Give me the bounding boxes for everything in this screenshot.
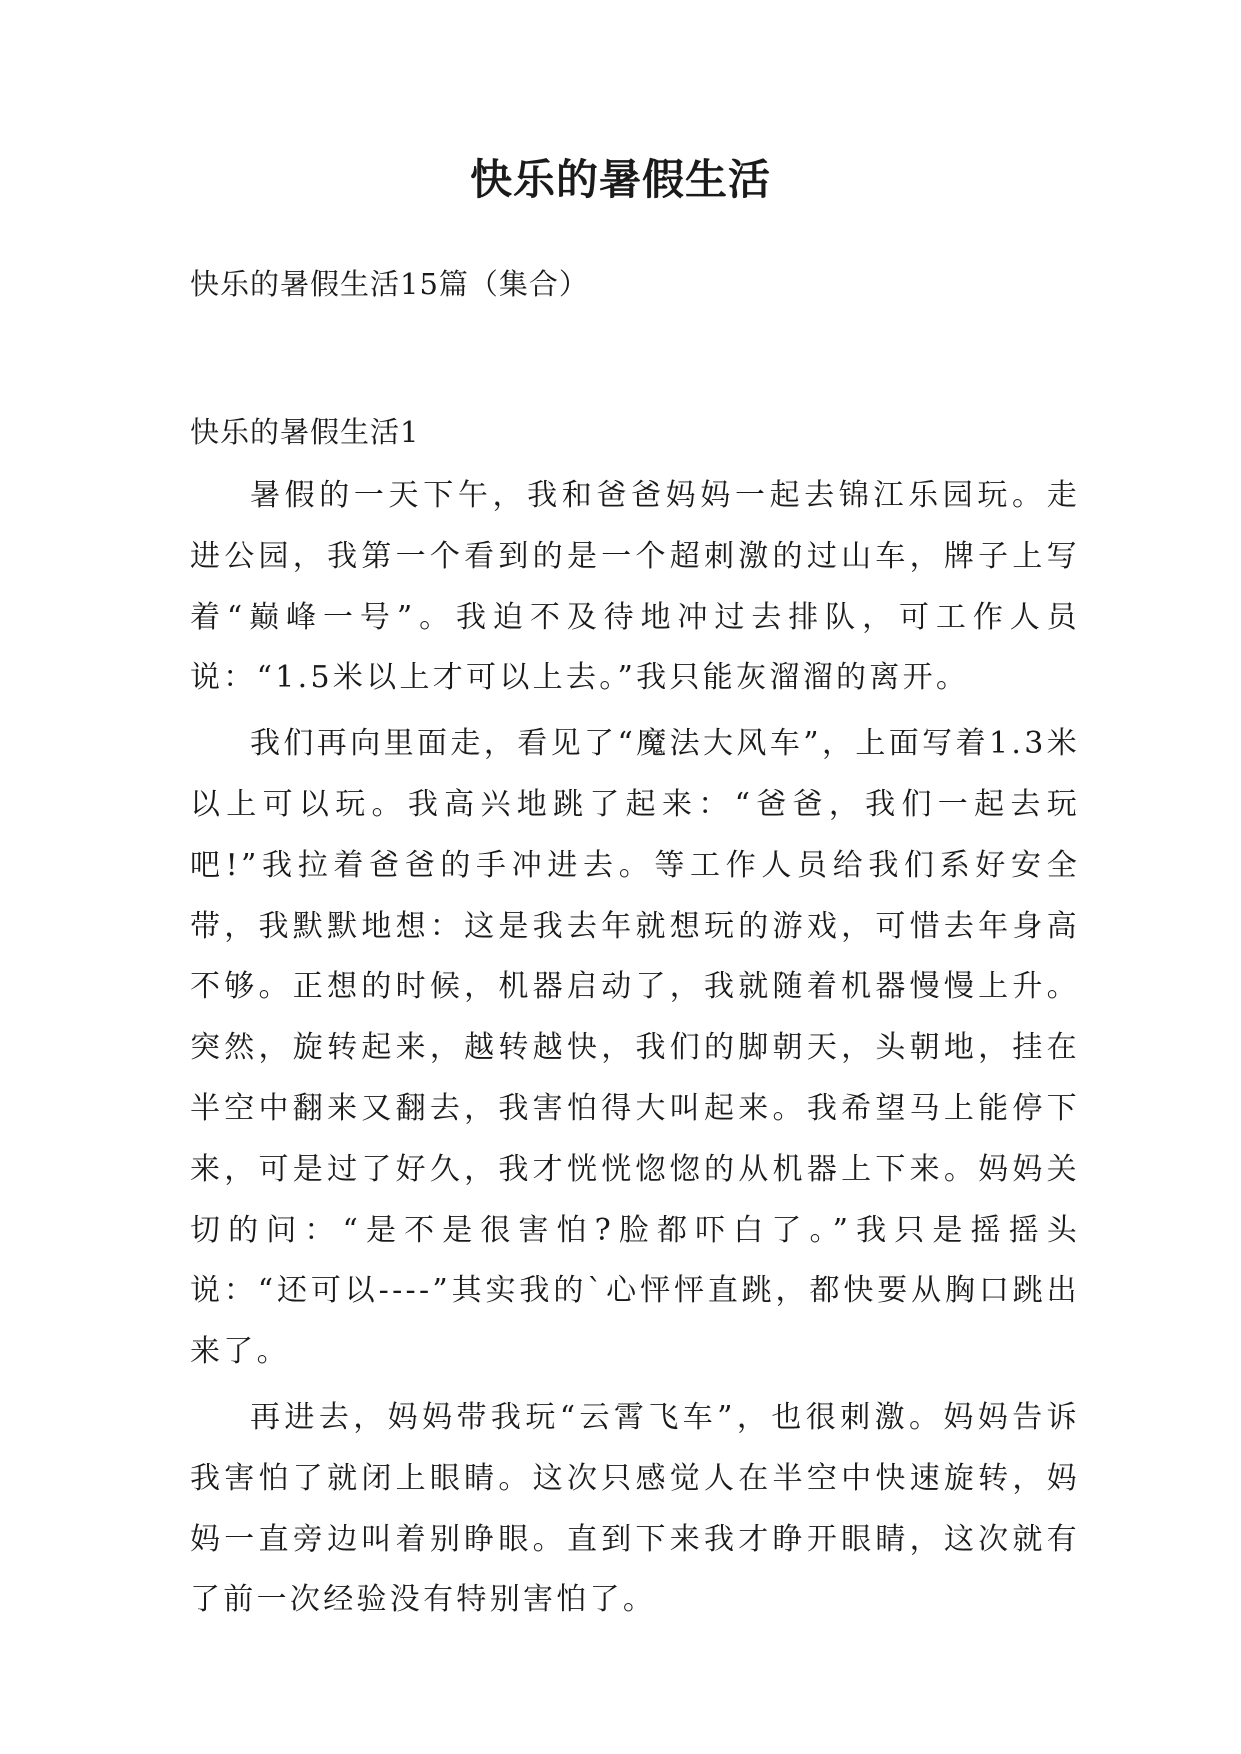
paragraph-2: 我们再向里面走，看见了“魔法大风车”，上面写着1.3米以上可以玩。我高兴地跳了起来：“爸爸，我们一起去玩吧!”我拉着爸爸的手冲进去。等工作人员给我们系好安全带，我默默地想：这是我去年就想玩的游戏，可惜去年身高不够。正想的时候，机器启动了，我就随着机器慢慢上升。突然，旋转起来，越转越快，我们的脚朝天，头朝地，挂在半空中翻来又翻去，我害怕得大叫起来。我希望马上能停下来，可是过了好久，我才恍恍惚惚的从机器上下来。妈妈关切的问：“是不是很害怕?脸都吓白了。”我只是摇摇头说：“还可以----”其实我的`心怦怦直跳，都快要从胸口跳出来了。: [190, 726, 1080, 1370]
document-subtitle: 快乐的暑假生活15篇（集合）: [190, 267, 589, 301]
section-heading: 快乐的暑假生活1: [190, 415, 420, 449]
paragraph-3: 再进去，妈妈带我玩“云霄飞车”，也很刺激。妈妈告诉我害怕了就闭上眼睛。这次只感觉人在半空中快速旋转，妈妈一直旁边叫着别睁眼。直到下来我才睁开眼睛，这次就有了前一次经验没有特别害怕了。: [190, 1399, 1080, 1618]
paragraph-1: 暑假的一天下午，我和爸爸妈妈一起去锦江乐园玩。走进公园，我第一个看到的是一个超刺激的过山车，牌子上写着“巅峰一号”。我迫不及待地冲过去排队，可工作人员说：“1.5米以上才可以上去。”我只能灰溜溜的离开。: [190, 478, 1080, 696]
document-title: 快乐的暑假生活: [469, 155, 771, 204]
article-body: [190, 466, 1080, 1636]
